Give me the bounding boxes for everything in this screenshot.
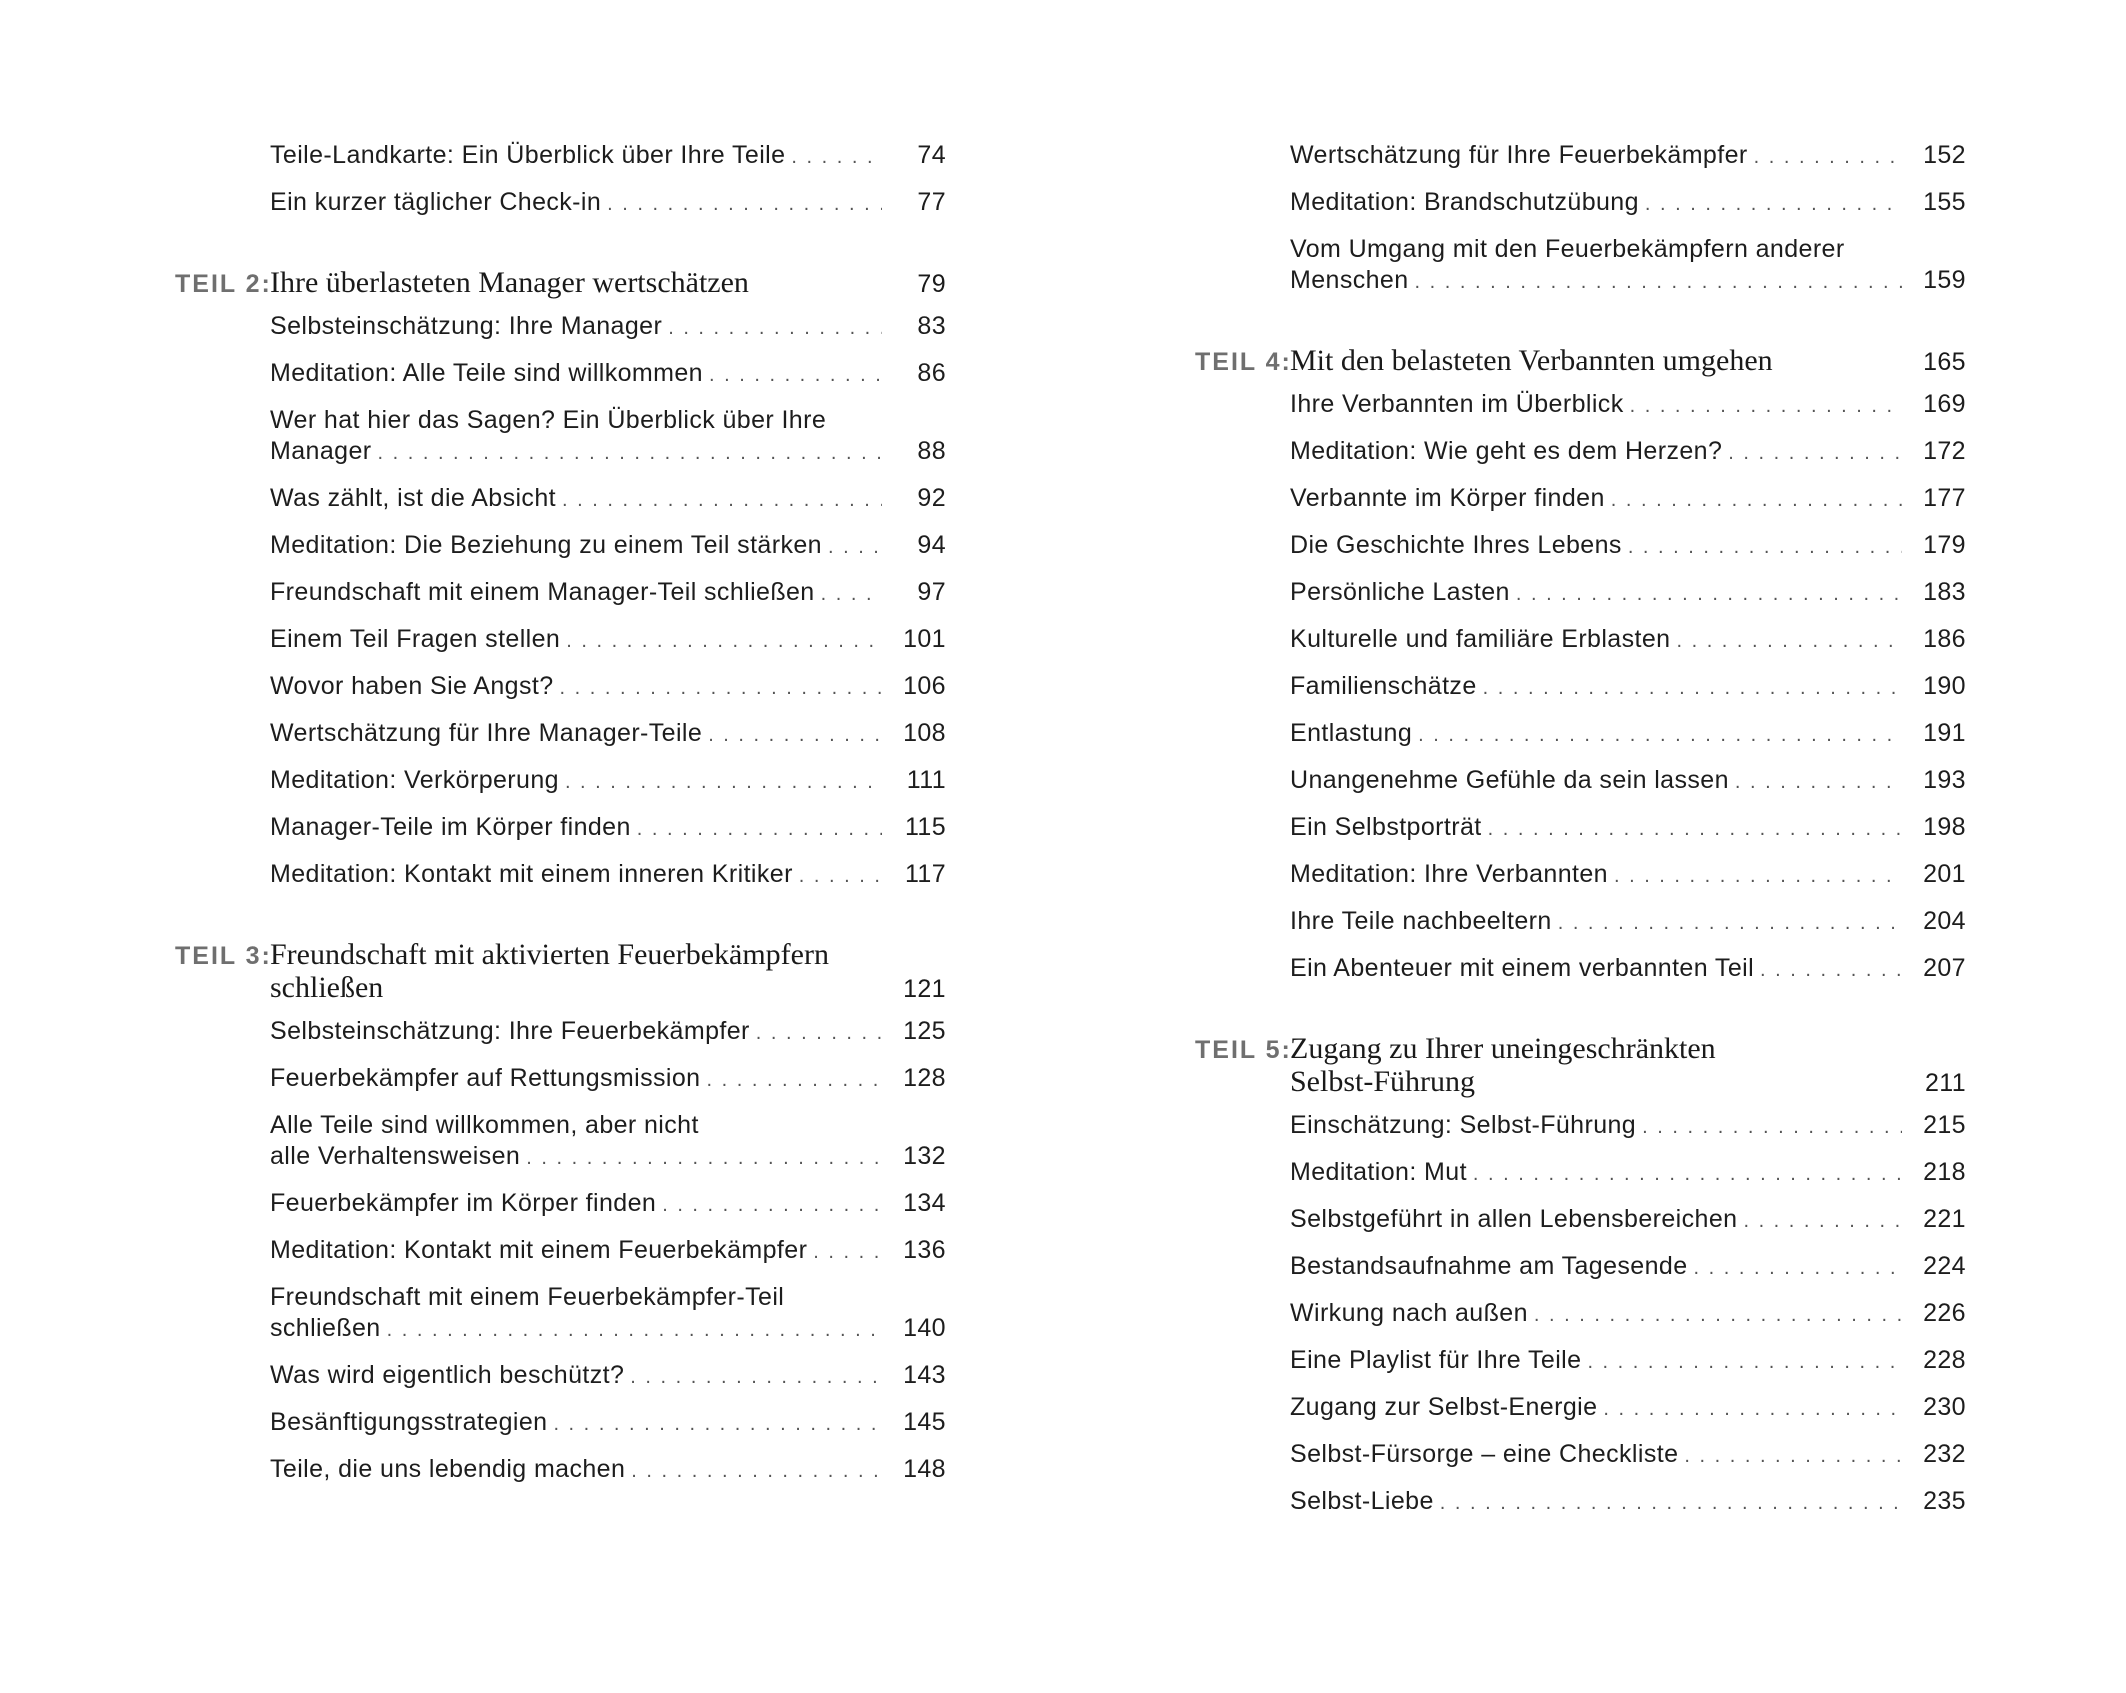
toc-entry[interactable] (270, 134, 946, 181)
entry-title: Entlastung (1290, 719, 1413, 747)
toc-entry[interactable] (1290, 1104, 1966, 1151)
entry-page: 128 (903, 1064, 946, 1092)
leader-dots (709, 360, 882, 391)
entry-page: 230 (1923, 1393, 1966, 1421)
entry-title: Verbannte im Körper finden (1290, 484, 1605, 512)
entry-page: 108 (903, 719, 946, 747)
toc-entry[interactable] (1290, 806, 1966, 853)
entry-page: 125 (903, 1017, 946, 1045)
leader-dots (1645, 189, 1902, 220)
leader-dots (607, 189, 882, 220)
entry-title: Ein Selbstporträt (1290, 813, 1482, 841)
entry-title: Menschen (1290, 266, 1409, 294)
leader-dots (1558, 908, 1902, 939)
toc-entry[interactable] (270, 1104, 946, 1182)
entry-title: Ihre Teile nachbeeltern (1290, 907, 1552, 935)
entry-title: Einem Teil Fragen stellen (270, 625, 561, 653)
entry-title: Manager (270, 437, 372, 465)
entry-title: Was wird eigentlich beschützt? (270, 1361, 625, 1389)
entry-title: Die Geschichte Ihres Lebens (1290, 531, 1622, 559)
leader-dots (1516, 579, 1902, 610)
leader-dots (630, 1362, 882, 1393)
entry-title: Freundschaft mit einem Manager-Teil schließen (270, 578, 815, 606)
entry-page: 148 (903, 1455, 946, 1483)
toc-entry[interactable] (270, 305, 946, 352)
toc-entry[interactable] (1290, 524, 1966, 571)
leader-dots (565, 767, 882, 798)
entry-title: Besänftigungsstrategien (270, 1408, 548, 1436)
part-title: Ihre überlasteten Manager wertschätzen (270, 266, 749, 299)
toc-entry[interactable] (1290, 947, 1966, 994)
entry-page: 201 (1923, 860, 1966, 888)
toc-entry[interactable] (1290, 1386, 1966, 1433)
entry-page: 132 (903, 1142, 946, 1170)
toc-entry[interactable] (270, 618, 946, 665)
entry-title: Eine Playlist für Ihre Teile (1290, 1346, 1582, 1374)
entry-title: Selbst-Fürsorge – eine Checkliste (1290, 1440, 1679, 1468)
entry-title: Wertschätzung für Ihre Feuerbekämpfer (1290, 141, 1748, 169)
leader-dots (1483, 673, 1902, 704)
part-title: Mit den belasteten Verbannten umgehen (1290, 344, 1773, 377)
entry-page: 101 (903, 625, 946, 653)
toc-entry[interactable] (1290, 477, 1966, 524)
entry-title: Selbsteinschätzung: Ihre Feuerbekämpfer (270, 1017, 750, 1045)
leader-dots (706, 1065, 882, 1096)
leader-dots (1611, 485, 1902, 516)
entry-title: Meditation: Brandschutzübung (1290, 188, 1639, 216)
leader-dots (1743, 1206, 1902, 1237)
leader-dots (1628, 532, 1902, 563)
part-page: 79 (917, 270, 946, 298)
entry-title: Teile, die uns lebendig machen (270, 1455, 626, 1483)
entry-page: 232 (1923, 1440, 1966, 1468)
entry-title: Teile-Landkarte: Ein Überblick über Ihre Teile (270, 141, 786, 169)
entry-page: 111 (906, 766, 946, 794)
entry-page: 155 (1923, 188, 1966, 216)
leader-dots (1760, 955, 1902, 986)
entry-page: 207 (1923, 954, 1966, 982)
leader-dots (1418, 720, 1902, 751)
entry-page: 143 (903, 1361, 946, 1389)
entry-page: 169 (1923, 390, 1966, 418)
entry-title: Meditation: Ihre Verbannten (1290, 860, 1608, 888)
entry-title: Bestandsaufnahme am Tagesende (1290, 1252, 1688, 1280)
toc-entry[interactable] (1290, 1292, 1966, 1339)
leader-dots (1728, 438, 1902, 469)
entry-page: 97 (917, 578, 946, 606)
leader-dots (637, 814, 882, 845)
part-label: TEIL 4: (1195, 348, 1292, 376)
entry-title-line1: Vom Umgang mit den Feuerbekämpfern anderer (1290, 235, 1845, 263)
leader-dots (668, 313, 882, 344)
leader-dots (1676, 626, 1902, 657)
leader-dots (1440, 1488, 1902, 1519)
entry-title: Einschätzung: Selbst-Führung (1290, 1111, 1637, 1139)
leader-dots (560, 673, 882, 704)
toc-entry[interactable] (270, 524, 946, 571)
leader-dots (1534, 1300, 1902, 1331)
toc-entry[interactable] (270, 1057, 946, 1104)
entry-page: 86 (917, 359, 946, 387)
leader-dots (1630, 391, 1902, 422)
entry-page: 94 (917, 531, 946, 559)
part-heading-3[interactable] (0, 938, 946, 1006)
toc-right-column (1020, 134, 1966, 1527)
toc-entry[interactable] (1290, 900, 1966, 947)
entry-page: 215 (1923, 1111, 1966, 1139)
entry-page: 226 (1923, 1299, 1966, 1327)
entry-page: 134 (903, 1189, 946, 1217)
leader-dots (1587, 1347, 1902, 1378)
part-title-line1: Zugang zu Ihrer uneingeschränkten (1290, 1032, 1716, 1065)
toc-entry[interactable] (270, 1182, 946, 1229)
toc-entry[interactable] (1290, 228, 1966, 306)
toc-entry[interactable] (270, 1276, 946, 1354)
entry-title: Kulturelle und familiäre Erblasten (1290, 625, 1671, 653)
entry-page: 117 (904, 860, 946, 888)
entry-page: 152 (1923, 141, 1966, 169)
leader-dots (1415, 267, 1902, 298)
entry-title-line1: Freundschaft mit einem Feuerbekämpfer-Teil (270, 1283, 785, 1311)
entry-title: Selbstgeführt in allen Lebensbereichen (1290, 1205, 1738, 1233)
entry-page: 198 (1923, 813, 1966, 841)
leader-dots (387, 1315, 882, 1346)
leader-dots (821, 579, 882, 610)
leader-dots (791, 142, 882, 173)
entry-page: 228 (1923, 1346, 1966, 1374)
entry-title: Was zählt, ist die Absicht (270, 484, 556, 512)
entry-title: Ihre Verbannten im Überblick (1290, 390, 1624, 418)
toc-entry[interactable] (1290, 383, 1966, 430)
toc-entry[interactable] (270, 665, 946, 712)
entry-title: Feuerbekämpfer auf Rettungsmission (270, 1064, 701, 1092)
part-page: 121 (903, 975, 946, 1003)
entry-title: Unangenehme Gefühle da sein lassen (1290, 766, 1729, 794)
toc-entry[interactable] (1290, 665, 1966, 712)
entry-title: alle Verhaltensweisen (270, 1142, 521, 1170)
entry-page: 83 (917, 312, 946, 340)
entry-page: 88 (917, 437, 946, 465)
part-title-line1: Freundschaft mit aktivierten Feuerbekämpfern (270, 938, 829, 971)
leader-dots (553, 1409, 882, 1440)
entry-title: Zugang zur Selbst-Energie (1290, 1393, 1598, 1421)
part-label: TEIL 2: (175, 270, 272, 298)
entry-title: Meditation: Kontakt mit einem inneren Kritiker (270, 860, 793, 888)
part-heading-2[interactable] (0, 266, 946, 301)
leader-dots (708, 720, 882, 751)
toc-entry[interactable] (270, 712, 946, 759)
part-page: 165 (1923, 348, 1966, 376)
entry-title: Wirkung nach außen (1290, 1299, 1528, 1327)
entry-title: Selbsteinschätzung: Ihre Manager (270, 312, 663, 340)
entry-title: Ein Abenteuer mit einem verbannten Teil (1290, 954, 1755, 982)
entry-page: 191 (1923, 719, 1966, 747)
entry-page: 172 (1923, 437, 1966, 465)
toc-entry[interactable] (1290, 853, 1966, 900)
part-label: TEIL 5: (1195, 1036, 1292, 1064)
toc-entry[interactable] (270, 806, 946, 853)
entry-page: 218 (1923, 1158, 1966, 1186)
leader-dots (1694, 1253, 1902, 1284)
entry-page: 186 (1923, 625, 1966, 653)
part-heading-5[interactable] (1020, 1032, 1966, 1100)
part-title-line2: Selbst-Führung (1290, 1065, 1476, 1098)
toc-left-column (0, 134, 946, 1495)
leader-dots (662, 1190, 882, 1221)
toc-entry[interactable] (270, 1401, 946, 1448)
leader-dots (1642, 1112, 1902, 1143)
toc-entry[interactable] (270, 853, 946, 900)
leader-dots (1735, 767, 1902, 798)
entry-page: 136 (903, 1236, 946, 1264)
toc-entry[interactable] (1290, 1433, 1966, 1480)
leader-dots (1614, 861, 1902, 892)
part-title-line2: schließen (270, 971, 384, 1004)
toc-entry[interactable] (1290, 759, 1966, 806)
leader-dots (1488, 814, 1902, 845)
entry-page: 106 (903, 672, 946, 700)
leader-dots (377, 438, 882, 469)
entry-page: 190 (1923, 672, 1966, 700)
entry-title-line1: Alle Teile sind willkommen, aber nicht (270, 1111, 699, 1139)
entry-page: 140 (903, 1314, 946, 1342)
toc-entry[interactable] (270, 1354, 946, 1401)
toc-entry[interactable] (270, 477, 946, 524)
entry-title: Meditation: Kontakt mit einem Feuerbekämpfer (270, 1236, 808, 1264)
leader-dots (1684, 1441, 1902, 1472)
toc-entry[interactable] (1290, 712, 1966, 759)
toc-entry[interactable] (1290, 618, 1966, 665)
entry-page: 235 (1923, 1487, 1966, 1515)
leader-dots (566, 626, 882, 657)
entry-title: Feuerbekämpfer im Körper finden (270, 1189, 657, 1217)
entry-title: Selbst-Liebe (1290, 1487, 1434, 1515)
toc-entry[interactable] (270, 759, 946, 806)
toc-entry[interactable] (1290, 134, 1966, 181)
entry-page: 177 (1923, 484, 1966, 512)
part-label: TEIL 3: (175, 942, 272, 970)
entry-title: Familienschätze (1290, 672, 1477, 700)
entry-title: Ein kurzer täglicher Check-in (270, 188, 602, 216)
toc-entry[interactable] (270, 1448, 946, 1495)
leader-dots (1603, 1394, 1902, 1425)
entry-title: Meditation: Alle Teile sind willkommen (270, 359, 703, 387)
entry-page: 145 (903, 1408, 946, 1436)
entry-title: Meditation: Verkörperung (270, 766, 559, 794)
entry-page: 77 (917, 188, 946, 216)
toc-entry[interactable] (270, 399, 946, 477)
toc-entry[interactable] (1290, 1151, 1966, 1198)
toc-entry[interactable] (270, 571, 946, 618)
toc-entry[interactable] (1290, 1198, 1966, 1245)
entry-page: 204 (1923, 907, 1966, 935)
part-page: 211 (1924, 1069, 1966, 1097)
entry-title: Manager-Teile im Körper finden (270, 813, 631, 841)
leader-dots (1473, 1159, 1902, 1190)
leader-dots (631, 1456, 882, 1487)
entry-page: 183 (1923, 578, 1966, 606)
entry-title: Meditation: Mut (1290, 1158, 1467, 1186)
entry-page: 92 (917, 484, 946, 512)
leader-dots (828, 532, 882, 563)
toc-entry[interactable] (270, 1229, 946, 1276)
toc-entry[interactable] (270, 181, 946, 228)
entry-page: 224 (1923, 1252, 1966, 1280)
entry-title-line1: Wer hat hier das Sagen? Ein Überblick über Ihre (270, 406, 827, 434)
part-heading-4[interactable] (1020, 344, 1966, 379)
toc-entry[interactable] (1290, 1339, 1966, 1386)
toc-entry[interactable] (1290, 181, 1966, 228)
entry-page: 115 (904, 813, 946, 841)
entry-page: 179 (1923, 531, 1966, 559)
entry-page: 74 (917, 141, 946, 169)
toc-entry[interactable] (1290, 1245, 1966, 1292)
entry-page: 221 (1923, 1205, 1966, 1233)
toc-entry[interactable] (1290, 1480, 1966, 1527)
leader-dots (756, 1018, 882, 1049)
toc-entry[interactable] (270, 1010, 946, 1057)
toc-entry[interactable] (1290, 571, 1966, 618)
entry-title: Meditation: Die Beziehung zu einem Teil stärken (270, 531, 822, 559)
entry-title: Wovor haben Sie Angst? (270, 672, 554, 700)
entry-title: Wertschätzung für Ihre Manager-Teile (270, 719, 703, 747)
leader-dots (562, 485, 882, 516)
leader-dots (799, 861, 882, 892)
entry-title: schließen (270, 1314, 381, 1342)
entry-page: 193 (1923, 766, 1966, 794)
toc-entry[interactable] (1290, 430, 1966, 477)
leader-dots (813, 1237, 882, 1268)
entry-title: Persönliche Lasten (1290, 578, 1510, 606)
leader-dots (526, 1143, 882, 1174)
entry-title: Meditation: Wie geht es dem Herzen? (1290, 437, 1723, 465)
toc-entry[interactable] (270, 352, 946, 399)
leader-dots (1754, 142, 1902, 173)
entry-page: 159 (1923, 266, 1966, 294)
